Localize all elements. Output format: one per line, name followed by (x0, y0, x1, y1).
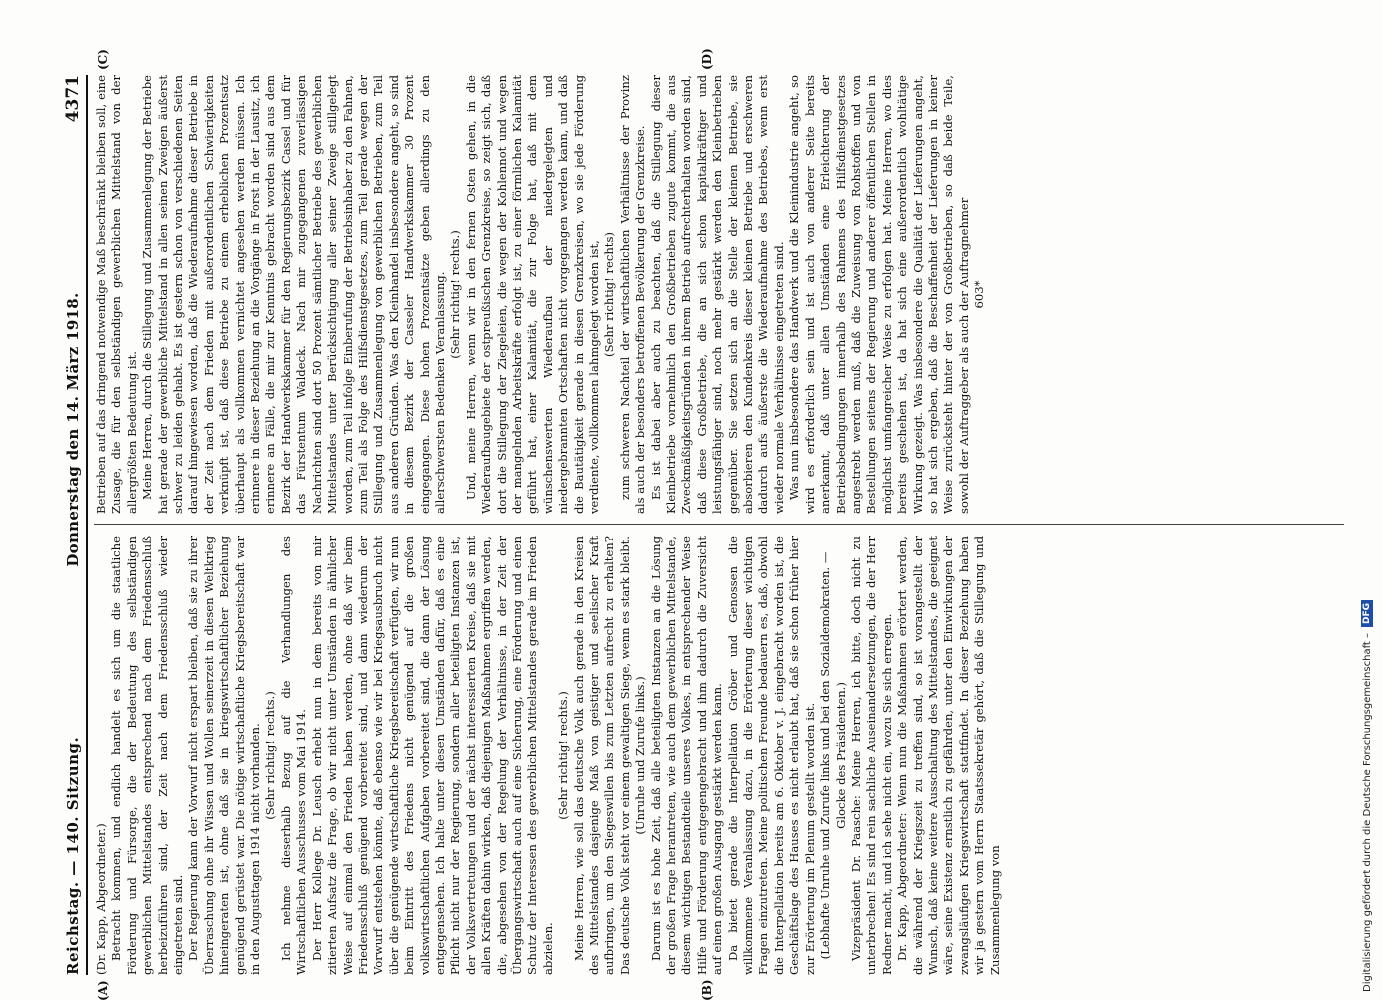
paragraph: Der Regierung kann der Vorwurf nicht erspart bleiben, daß sie zu ihrer Überraschung ohne ihr Wissen und Wollen seinerzeit in diesen Weltkrieg hineingeraten ist, ohne daß sie in kriegswirtschaftlicher Beziehung genügend gerüstet war. Die nötige wirtschaftliche Kriegsbereitschaft war in den Augusttagen 1914 nicht vorhanden. (186, 536, 263, 975)
paragraph: Betracht kommen, und endlich handelt es sich um die staatliche Förderung und Fürsorge, die der Bedeutung des selbständigen gewerblichen Mittelstandes entsprechend nach dem Friedensschluß herbeizuführen sind, der Zeit nach dem Friedensschluß wieder eingetreten sind. (109, 536, 186, 975)
margin-mark-b: (B) (700, 980, 714, 1001)
paragraph: Es ist dabei aber auch zu beachten, daß die Stillegung dieser Kleinbetriebe vornehmlich den Großbetrieben zugute kommt, die aus Zweckmäßigkeitsgründen in ihrem Betrieb aufrechterhalten worden sind, daß diese Großbetriebe, die an sich schon kapitalkräftiger und leistungsfähiger sind, noch mehr gestärkt werden den Kleinbetrieben gegenüber. Sie setzen sich an die Stelle der kleinen Betriebe, sie absorbieren den Kundenkreis dieser kleinen Betriebe und erschweren dadurch aufs äußerste die Wiederaufnahme des Betriebes, wenn erst wieder normale Verhältnisse eingetreten sind. (649, 75, 788, 514)
paragraph: Und, meine Herren, wenn wir in den fernen Osten gehen, in die Wiederaufbaugebiete der ostpreußischen Grenzkreise, so zeigt sich, daß dort die Stillegung der Ziegeleien, die wegen der Kohlennot und wegen der mangelnden Arbeitskräfte erfolgt ist, zu einer förmlichen Kalamität geführt hat, einer Kalamität, die zur Folge hat, daß mit dem wünschenswerten Wiederaufbau der niedergelegten und niedergebrannten Ortschaften nicht vorgegangen werden kann, und daß die Bautätigkeit gerade in diesen Grenzkreisen, wo sie jede Förderung verdiente, vollkommen lahmgelegt worden ist, (464, 75, 603, 514)
paragraph: Was nun insbesondere das Handwerk und die Kleinindustrie angeht, so wird es erforderlich sein und ist auch von anderer Seite bereits anerkannt, daß unter allen Umständen eine Erleichterung der Betriebsbedingungen innerhalb des Rahmens des Hilfsdienstgesetzes angestrebt werden muß, daß die Zuweisung von Rohstoffen und von Bestellungen seitens der Regierung und anderer öffentlichen Stellen in möglichst umfangreicher Weise zu erfolgen hat. Meine Herren, wo dies bereits geschehen ist, da hat sich eine außerordentlich wohltätige Wirkung gezeigt. Was insbesondere die Qualität der Lieferungen angeht, so hat sich ergeben, daß die Beschaffenheit der Lieferungen in keiner Weise zurücksteht hinter der von Großbetrieben, so daß beide Teile, sowohl der Auftraggeber als auch der Auftragnehmer (787, 75, 972, 514)
interjection: (Sehr richtig! rechts) (602, 75, 617, 514)
margin-mark-a: (A) (96, 980, 110, 1001)
paragraph: Darum ist es hohe Zeit, daß alle beteiligten Instanzen an die Lösung der großen Frage herantreten, wie auch dem gewerblichen Mittelstande, diesem wichtigen Bestandteile unseres Volkes, in entsprechender Weise Hilfe und Förderung entgegengebracht und ihm dadurch die Zuversicht auf einen großen Ausgang gestärkt werden kann. (649, 536, 726, 975)
left-column (94, 536, 1344, 975)
paragraph: Betrieben auf das dringend notwendige Maß beschränkt bleiben soll, eine Zusage, die für den selbständigen gewerblichen Mittelstand von der allergrößten Bedeutung ist. (94, 75, 140, 514)
margin-mark-d: (D) (700, 48, 714, 70)
dfg-logo: DFG (1361, 600, 1373, 627)
side-note-text: Digitalisierung gefördert durch die Deutsche Forschungsgemeinschaft – (1362, 633, 1373, 992)
paragraph: Der Herr Kollege Dr. Leusch erhebt nun in dem bereits von mir zitierten Aufsatz die Frage, ob wir nicht unter Umständen in ähnlicher Weise auf einmal den Frieden haben werden, ohne daß wir beim Friedensschluß genügend vorbereitet sind, und dann wiederum der Vorwurf entstehen könnte, daß ebenso wie wir bei Kriegsausbruch nicht über die genügende wirtschaftliche Kriegsbereitschaft verfügten, wir nun beim Eintritt des Friedens nicht genügend auf die großen volkswirtschaftlichen Aufgaben vorbereitet sind, die dann der Lösung entgegensehen. Ich halte unter diesen Umständen dafür, daß es eine Pflicht nicht nur der Regierung, sondern aller beteiligten Instanzen ist, der Volksvertretungen und der nächst interessierten Kreise, daß sie mit allen Kräften dahin wirken, daß diejenigen Maßnahmen ergriffen werden, die, abgesehen von der Regelung der Verhältnisse, in der Zeit der Übergangswirtschaft auch auf eine Sicherung, eine Förderung und einen Schutz der Interessen des gewerblichen Mittelstandes gerade im Frieden abzielen. (310, 536, 557, 975)
text-columns (94, 75, 1344, 975)
paragraph: zum schweren Nachteil der wirtschaftlichen Verhältnisse der Provinz als auch der besonders betroffenen Bevölkerung der Grenzkreise. (618, 75, 649, 514)
interjection: (Sehr richtig! rechts.) (448, 75, 463, 514)
paragraph: Meine Herren, wie soll das deutsche Volk auch gerade in den Kreisen des Mittelstandes dasjenige Maß von geistiger und seelischer Kraft aufbringen, um den Siegeswillen bis zum Letzten aufrecht zu erhalten? Das deutsche Volk steht vor einem gewaltigen Siege, wenn es stark bleibt. (572, 536, 634, 975)
interjection: (Lebhafte Unruhe und Zurufe links und bei den Sozialdemokraten. — Glocke des Präsidenten.) (818, 536, 849, 975)
interjection: (Unruhe und Zurufe links.) (633, 536, 648, 975)
interjection: (Sehr richtig! rechts.) (556, 536, 571, 975)
page-header (60, 75, 88, 975)
paragraph: Da bietet gerade die Interpellation Gröber und Genossen die willkommene Veranlassung dazu, in die Erörterung dieser wichtigen Fragen einzutreten. Meine politischen Freunde bedauern es, daß, obwohl die Interpellation bereits am 6. Oktober v. J. eingebracht worden ist, die Geschäftslage des Hauses es nicht erlaubt hat, daß sie schon früher hier zur Erörterung im Plenum gestellt worden ist. (726, 536, 818, 975)
page-number: 4371 (63, 75, 83, 122)
interjection: (Sehr richtig! rechts.) (263, 536, 278, 975)
side-note (1361, 8, 1375, 992)
paragraph: Meine Herren, durch die Stillegung und Zusammenlegung der Betriebe hat gerade der gewerbliche Mittelstand in allen seinen Zweigen äußerst schwer zu leiden gehabt. Es ist gestern schon von verschiedenen Seiten darauf hingewiesen worden, daß die Wiederaufnahme dieser Betriebe in der Zeit nach dem Frieden mit außerordentlichen Schwierigkeiten verknüpft ist, daß diese Betriebe zu einem erheblichen Prozentsatz überhaupt als vollkommen vernichtet angesehen werden müssen. Ich erinnere in dieser Beziehung an die Vorgänge in Forst in der Lausitz, ich erinnere an Fälle, die mir zur Kenntnis gebracht worden sind aus dem Bezirk der Handwerkskammer für den Regierungsbezirk Cassel und für das Fürstentum Waldeck. Nach mir zugegangenen zuverlässigen Nachrichten sind dort 50 Prozent sämtlicher Betriebe des gewerblichen Mittelstandes unter Berücksichtigung aller seiner Zweige stillgelegt worden, zum Teil infolge Einberufung der Betriebsinhaber zu den Fahnen, zum Teil als Folge des Hilfsdienstgesetzes, zum Teil gerade wegen der Stillegung und Zusammenlegung von gewerblichen Betrieben, zum Teil aus anderen Gründen. Was den Kleinhandel insbesondere angeht, so sind in diesem Bezirk der Casseler Handwerkskammer 30 Prozent eingegangen. Diese hohen Prozentsätze geben allerdings zu den allerschwersten Bedenken Veranlassung. (140, 75, 448, 514)
paragraph: (Dr. Kapp, Abgeordneter.) (94, 536, 109, 975)
paragraph: Ich nehme dieserhalb Bezug auf die Verhandlungen des Wirtschaftlichen Ausschusses vom Mai 1914. (279, 536, 310, 975)
margin-mark-c: (C) (96, 49, 110, 70)
right-column (94, 75, 1344, 514)
interjection: 603* (972, 75, 987, 514)
header-date: Donnerstag den 14. März 1918. (64, 292, 82, 566)
paragraph: Vizepräsident Dr. Paasche: Meine Herren, ich bitte, doch nicht zu unterbrechen! Es sind rein sachliche Auseinandersetzungen, die der Herr Redner macht, und ich sehe nicht ein, wozu Sie sich erregen. (849, 536, 895, 975)
paragraph: Dr. Kapp, Abgeordneter: Wenn nun die Maßnahmen erörtert werden, die während der Kriegszeit zu treffen sind, so ist vorangestellt der Wunsch, daß keine weitere Ausschaltung des Mittelstandes, die geeignet wäre, seine Existenz ernstlich zu gefährden, unter den Einwirkungen der zwangsläufigen Kriegswirtschaft stattfindet. In dieser Beziehung haben wir ja gestern vom Herrn Staatssekretär gehört, daß die Stillegung und Zusammenlegung von (895, 536, 1003, 975)
side-note-text-wrap (1361, 8, 1373, 992)
header-left: Reichstag. — 140. Sitzung. (64, 737, 82, 975)
rotated-page-content (60, 75, 1350, 975)
